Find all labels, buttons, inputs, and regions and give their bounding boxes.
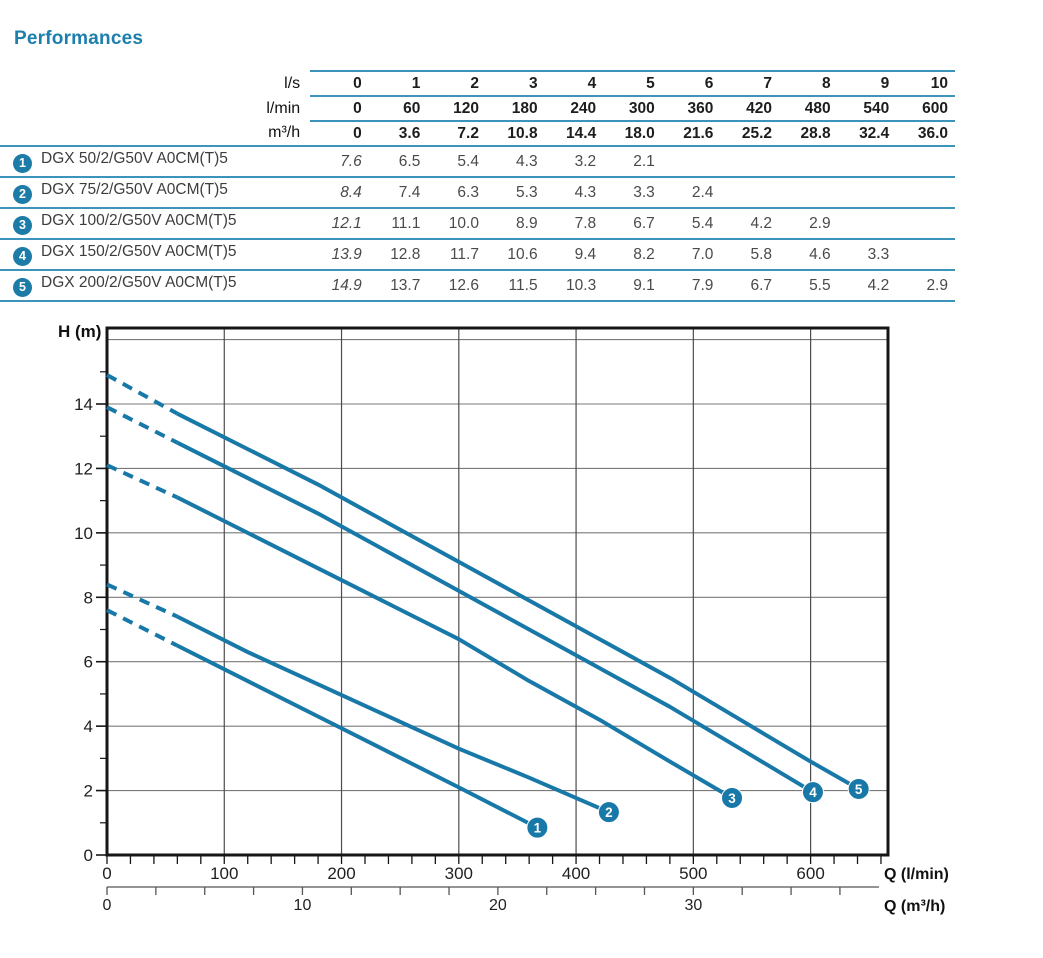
unit-value: 300 bbox=[603, 96, 662, 121]
head-value: 7.8 bbox=[574, 214, 597, 232]
unit-value: 120 bbox=[427, 96, 486, 121]
axis-tick-label: 12 bbox=[74, 459, 93, 479]
axis-tick-label: 500 bbox=[679, 864, 708, 883]
unit-value: 32.4 bbox=[838, 121, 897, 146]
head-value: 12.8 bbox=[390, 245, 421, 263]
head-value: 7.6 bbox=[340, 152, 362, 170]
head-value: 7.0 bbox=[691, 245, 714, 263]
head-value: 3.2 bbox=[574, 152, 597, 170]
curve-dashed-segment-1 bbox=[107, 610, 177, 645]
head-value: 9.4 bbox=[574, 245, 597, 263]
axis-tick-label: 14 bbox=[74, 395, 93, 414]
axis-tick-label: 30 bbox=[684, 897, 703, 914]
axis-tick-label: 4 bbox=[83, 717, 93, 737]
unit-value: 28.8 bbox=[779, 121, 838, 146]
head-value: 12.1 bbox=[331, 214, 362, 232]
head-value: 5.3 bbox=[516, 183, 538, 201]
model-name: DGX 200/2/G50V A0CM(T)5 bbox=[41, 274, 237, 291]
head-value: 12.6 bbox=[448, 276, 479, 294]
model-cell bbox=[0, 177, 310, 208]
unit-value: 240 bbox=[545, 96, 604, 121]
head-value: 9.1 bbox=[633, 276, 655, 294]
head-value: 4.6 bbox=[809, 245, 831, 263]
head-value: 2.1 bbox=[633, 152, 655, 170]
unit-value: 0 bbox=[310, 96, 369, 121]
axis-tick-label: 10 bbox=[293, 897, 312, 914]
axis-tick-label: 20 bbox=[488, 897, 507, 914]
curve-dashed-segment-4 bbox=[107, 407, 177, 442]
performance-table-body bbox=[0, 146, 955, 301]
unit-value: 5 bbox=[603, 71, 662, 96]
unit-value: 2 bbox=[427, 71, 486, 96]
axis-tick-label: 200 bbox=[327, 864, 356, 883]
head-value: 3.3 bbox=[633, 183, 655, 201]
curve-1 bbox=[177, 646, 537, 828]
performance-table bbox=[0, 70, 955, 302]
head-value: 3.3 bbox=[867, 245, 890, 263]
head-value bbox=[720, 146, 779, 177]
head-value bbox=[838, 208, 897, 239]
head-value: 2.4 bbox=[691, 183, 714, 201]
head-value: 5.4 bbox=[457, 152, 479, 170]
unit-value: 7.2 bbox=[427, 121, 486, 146]
performance-table-header bbox=[0, 71, 955, 146]
table-row bbox=[0, 208, 955, 239]
row-number-badge: 1 bbox=[13, 154, 32, 173]
unit-value: 420 bbox=[720, 96, 779, 121]
axis-tick-label: 10 bbox=[74, 523, 93, 543]
model-cell bbox=[0, 270, 310, 301]
head-value: 10.6 bbox=[507, 245, 538, 263]
unit-value: 600 bbox=[896, 96, 955, 121]
row-number-badge: 2 bbox=[13, 185, 32, 204]
head-value: 6.5 bbox=[398, 152, 421, 170]
unit-value: 6 bbox=[662, 71, 721, 96]
unit-value: 60 bbox=[369, 96, 428, 121]
head-value bbox=[662, 146, 721, 177]
curve-dashed-segment-5 bbox=[107, 375, 177, 414]
curve-dashed-segment-2 bbox=[107, 584, 177, 616]
head-value: 6.3 bbox=[457, 183, 479, 201]
head-value: 7.9 bbox=[691, 276, 714, 294]
unit-value: 25.2 bbox=[720, 121, 779, 146]
x-axis-title-lmin: Q (l/min) bbox=[884, 866, 949, 883]
page-title: Performances bbox=[14, 28, 144, 49]
head-value: 4.2 bbox=[867, 276, 890, 294]
unit-label: l/s bbox=[284, 74, 301, 92]
unit-value: 4 bbox=[545, 71, 604, 96]
model-cell bbox=[0, 146, 310, 177]
head-value: 8.4 bbox=[340, 183, 362, 201]
curve-endpoint-number-4: 4 bbox=[809, 784, 817, 800]
unit-value: 0 bbox=[310, 121, 369, 146]
unit-value: 18.0 bbox=[603, 121, 662, 146]
curve-2 bbox=[177, 617, 609, 813]
unit-value: 9 bbox=[838, 71, 897, 96]
performance-chart bbox=[0, 300, 1043, 958]
head-value: 4.3 bbox=[574, 183, 597, 201]
table-row bbox=[0, 239, 955, 270]
y-axis-title: H (m) bbox=[58, 322, 102, 341]
head-value bbox=[896, 208, 955, 239]
head-value: 14.9 bbox=[331, 276, 362, 294]
unit-value: 1 bbox=[369, 71, 428, 96]
curve-3 bbox=[177, 497, 732, 798]
head-value bbox=[720, 177, 779, 208]
unit-value: 10 bbox=[896, 71, 955, 96]
curve-endpoint-number-1: 1 bbox=[533, 820, 542, 836]
row-number-badge: 4 bbox=[13, 247, 32, 266]
head-value: 2.9 bbox=[926, 276, 948, 294]
head-value bbox=[779, 177, 838, 208]
axis-tick-label: 8 bbox=[83, 588, 93, 608]
head-value: 13.7 bbox=[390, 276, 421, 294]
head-value: 5.8 bbox=[750, 245, 773, 263]
unit-value: 3 bbox=[486, 71, 545, 96]
model-name: DGX 100/2/G50V A0CM(T)5 bbox=[41, 212, 237, 229]
table-row bbox=[0, 270, 955, 301]
curve-dashed-segment-3 bbox=[107, 465, 177, 497]
curve-5 bbox=[177, 414, 858, 789]
head-value bbox=[779, 146, 838, 177]
model-name: DGX 50/2/G50V A0CM(T)5 bbox=[41, 150, 228, 167]
model-cell bbox=[0, 239, 310, 270]
unit-value: 480 bbox=[779, 96, 838, 121]
unit-value: 360 bbox=[662, 96, 721, 121]
unit-value: 21.6 bbox=[662, 121, 721, 146]
axis-tick-label: 100 bbox=[210, 864, 239, 883]
curve-4 bbox=[177, 443, 813, 793]
axis-tick-label: 6 bbox=[83, 652, 93, 672]
head-value: 10.3 bbox=[566, 276, 597, 294]
unit-row-ls bbox=[0, 71, 955, 96]
head-value: 5.5 bbox=[809, 276, 831, 294]
head-value: 11.5 bbox=[508, 276, 538, 294]
head-value: 8.2 bbox=[633, 245, 655, 263]
unit-value: 36.0 bbox=[896, 121, 955, 146]
curve-endpoint-number-2: 2 bbox=[605, 804, 613, 820]
unit-value: 3.6 bbox=[369, 121, 428, 146]
unit-row-mh bbox=[0, 121, 955, 146]
head-value: 8.9 bbox=[516, 214, 538, 232]
table-row bbox=[0, 177, 955, 208]
unit-value: 14.4 bbox=[545, 121, 604, 146]
unit-value: 10.8 bbox=[486, 121, 545, 146]
model-name: DGX 75/2/G50V A0CM(T)5 bbox=[41, 181, 228, 198]
axis-tick-label: 400 bbox=[561, 864, 591, 883]
head-value: 11.1 bbox=[391, 214, 421, 232]
axis-tick-label: 0 bbox=[83, 846, 93, 865]
axis-tick-label: 0 bbox=[102, 897, 112, 914]
head-value: 6.7 bbox=[750, 276, 773, 294]
head-value bbox=[838, 146, 897, 177]
curve-endpoint-number-5: 5 bbox=[854, 781, 863, 797]
head-value: 4.2 bbox=[750, 214, 773, 232]
axis-tick-label: 300 bbox=[444, 864, 473, 883]
unit-row-lmin bbox=[0, 96, 955, 121]
head-value: 11.7 bbox=[449, 245, 479, 263]
head-value: 4.3 bbox=[516, 152, 538, 170]
unit-label: l/min bbox=[266, 99, 301, 117]
row-number-badge: 5 bbox=[13, 278, 32, 297]
model-cell bbox=[0, 208, 310, 239]
axis-tick-label: 2 bbox=[83, 781, 93, 801]
curve-endpoint-number-3: 3 bbox=[728, 790, 736, 806]
head-value bbox=[896, 146, 955, 177]
head-value: 5.4 bbox=[691, 214, 714, 232]
model-name: DGX 150/2/G50V A0CM(T)5 bbox=[41, 243, 237, 260]
head-value bbox=[896, 177, 955, 208]
head-value: 7.4 bbox=[398, 183, 421, 201]
unit-value: 540 bbox=[838, 96, 897, 121]
unit-value: 7 bbox=[720, 71, 779, 96]
unit-value: 180 bbox=[486, 96, 545, 121]
head-value bbox=[838, 177, 897, 208]
head-value: 13.9 bbox=[331, 245, 362, 263]
x-axis-title-m3h: Q (m³/h) bbox=[884, 898, 946, 915]
unit-value: 0 bbox=[310, 71, 369, 96]
table-row bbox=[0, 146, 955, 177]
unit-value: 8 bbox=[779, 71, 838, 96]
head-value: 10.0 bbox=[448, 214, 479, 232]
head-value bbox=[896, 239, 955, 270]
head-value: 6.7 bbox=[633, 214, 655, 232]
head-value: 2.9 bbox=[809, 214, 831, 232]
axis-tick-label: 0 bbox=[102, 864, 112, 883]
row-number-badge: 3 bbox=[13, 216, 32, 235]
unit-label: m³/h bbox=[268, 124, 301, 141]
axis-tick-label: 600 bbox=[796, 864, 825, 883]
